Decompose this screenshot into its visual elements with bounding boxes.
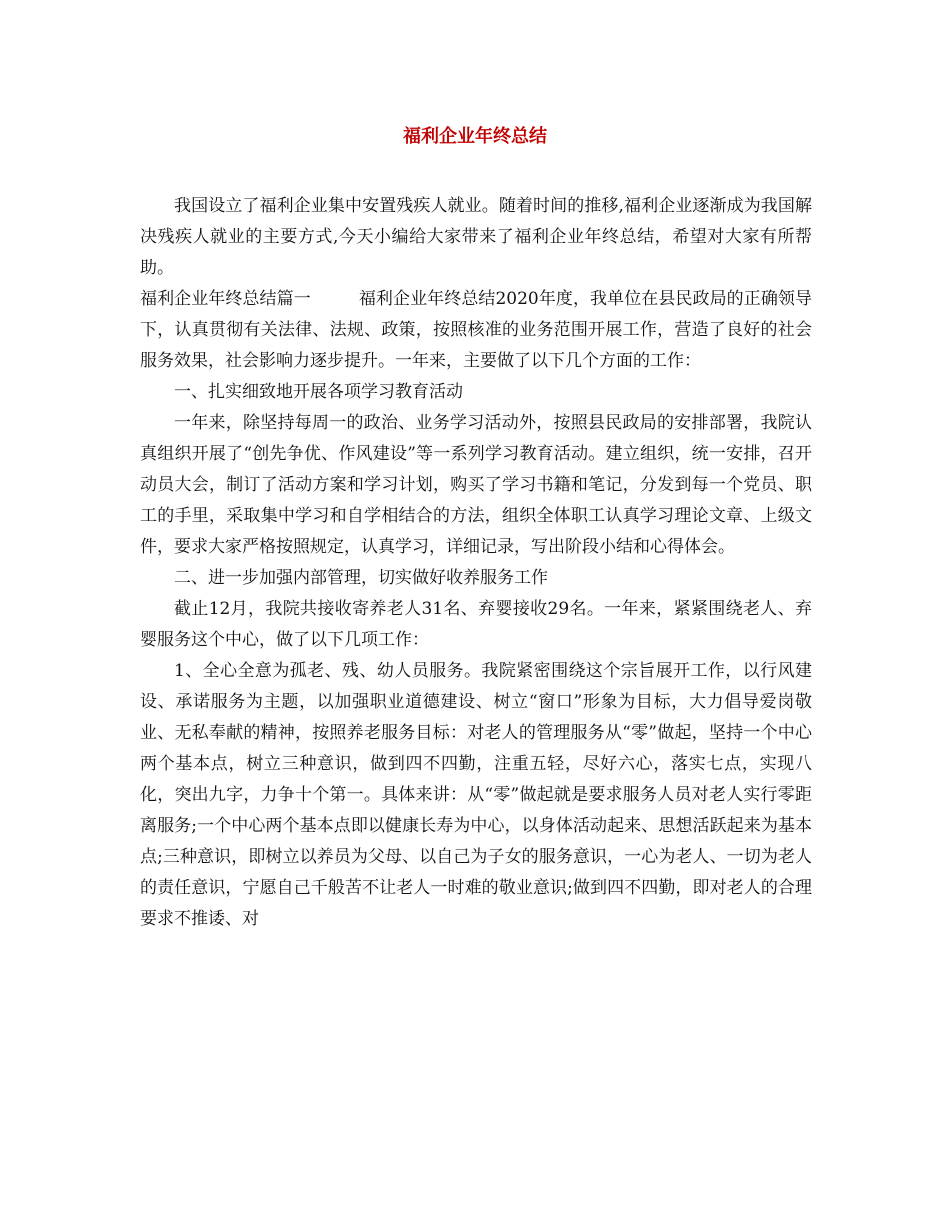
part-opening-text: 福利企业年终总结2020年度，我单位在县民政局的正确领导下，认真贯彻有关法律、法规、政策，按照核准的业务范围开展工作，营造了良好的社会服务效果，社会影响力逐步提升。一年来，主要做了以下几个方面的工作： [140,289,812,371]
part-heading: 福利企业年终总结篇一 [140,289,311,309]
intro-paragraph: 我国设立了福利企业集中安置残疾人就业。随着时间的推移,福利企业逐渐成为我国解决残疾人就业的主要方式,今天小编给大家带来了福利企业年终总结，希望对大家有所帮助。 [140,196,812,278]
document-body [140,191,812,935]
document-title: 福利企业年终总结 [403,126,547,147]
section2-paragraph: 截止12月，我院共接收寄养老人31名、弃婴接收29名。一年来，紧紧围绕老人、弃婴服务这个中心，做了以下几项工作： [140,599,812,650]
section1-paragraph: 一年来，除坚持每周一的政治、业务学习活动外，按照县民政局的安排部署，我院认真组织开展了“创先争优、作风建设”等一系列学习教育活动。建立组织，统一安排，召开动员大会，制订了活动方案和学习计划，购买了学习书籍和笔记，分发到每一个党员、职工的手里，采取集中学习和自学相结合的方法，组织全体职工认真学习理论文章、上级文件，要求大家严格按照规定，认真学习，详细记录，写出阶段小结和心得体会。 [140,413,812,557]
section2-heading: 二、进一步加强内部管理，切实做好收养服务工作 [174,568,548,588]
part-paragraph [140,284,812,377]
item1-paragraph: 1、全心全意为孤老、残、幼人员服务。我院紧密围绕这个宗旨展开工作，以行风建设、承诺服务为主题，以加强职业道德建设、树立“窗口”形象为目标，大力倡导爱岗敬业、无私奉献的精神，按照养老服务目标：对老人的管理服务从“零”做起，坚持一个中心两个基本点，树立三种意识，做到四不四勤，注重五轻，尽好六心，落实七点，实现八化，突出九字，力争十个第一。具体来讲：从“零”做起就是要求服务人员对老人实行零距离服务;一个中心两个基本点即以健康长寿为中心，以身体活动起来、思想活跃起来为基本点;三种意识，即树立以养员为父母、以自己为子女的服务意识，一心为老人、一切为老人的责任意识，宁愿自己千般苦不让老人一时难的敬业意识;做到四不四勤，即对老人的合理要求不推诿、对 [140,661,812,929]
section1-heading: 一、扎实细致地开展各项学习教育活动 [174,382,463,402]
